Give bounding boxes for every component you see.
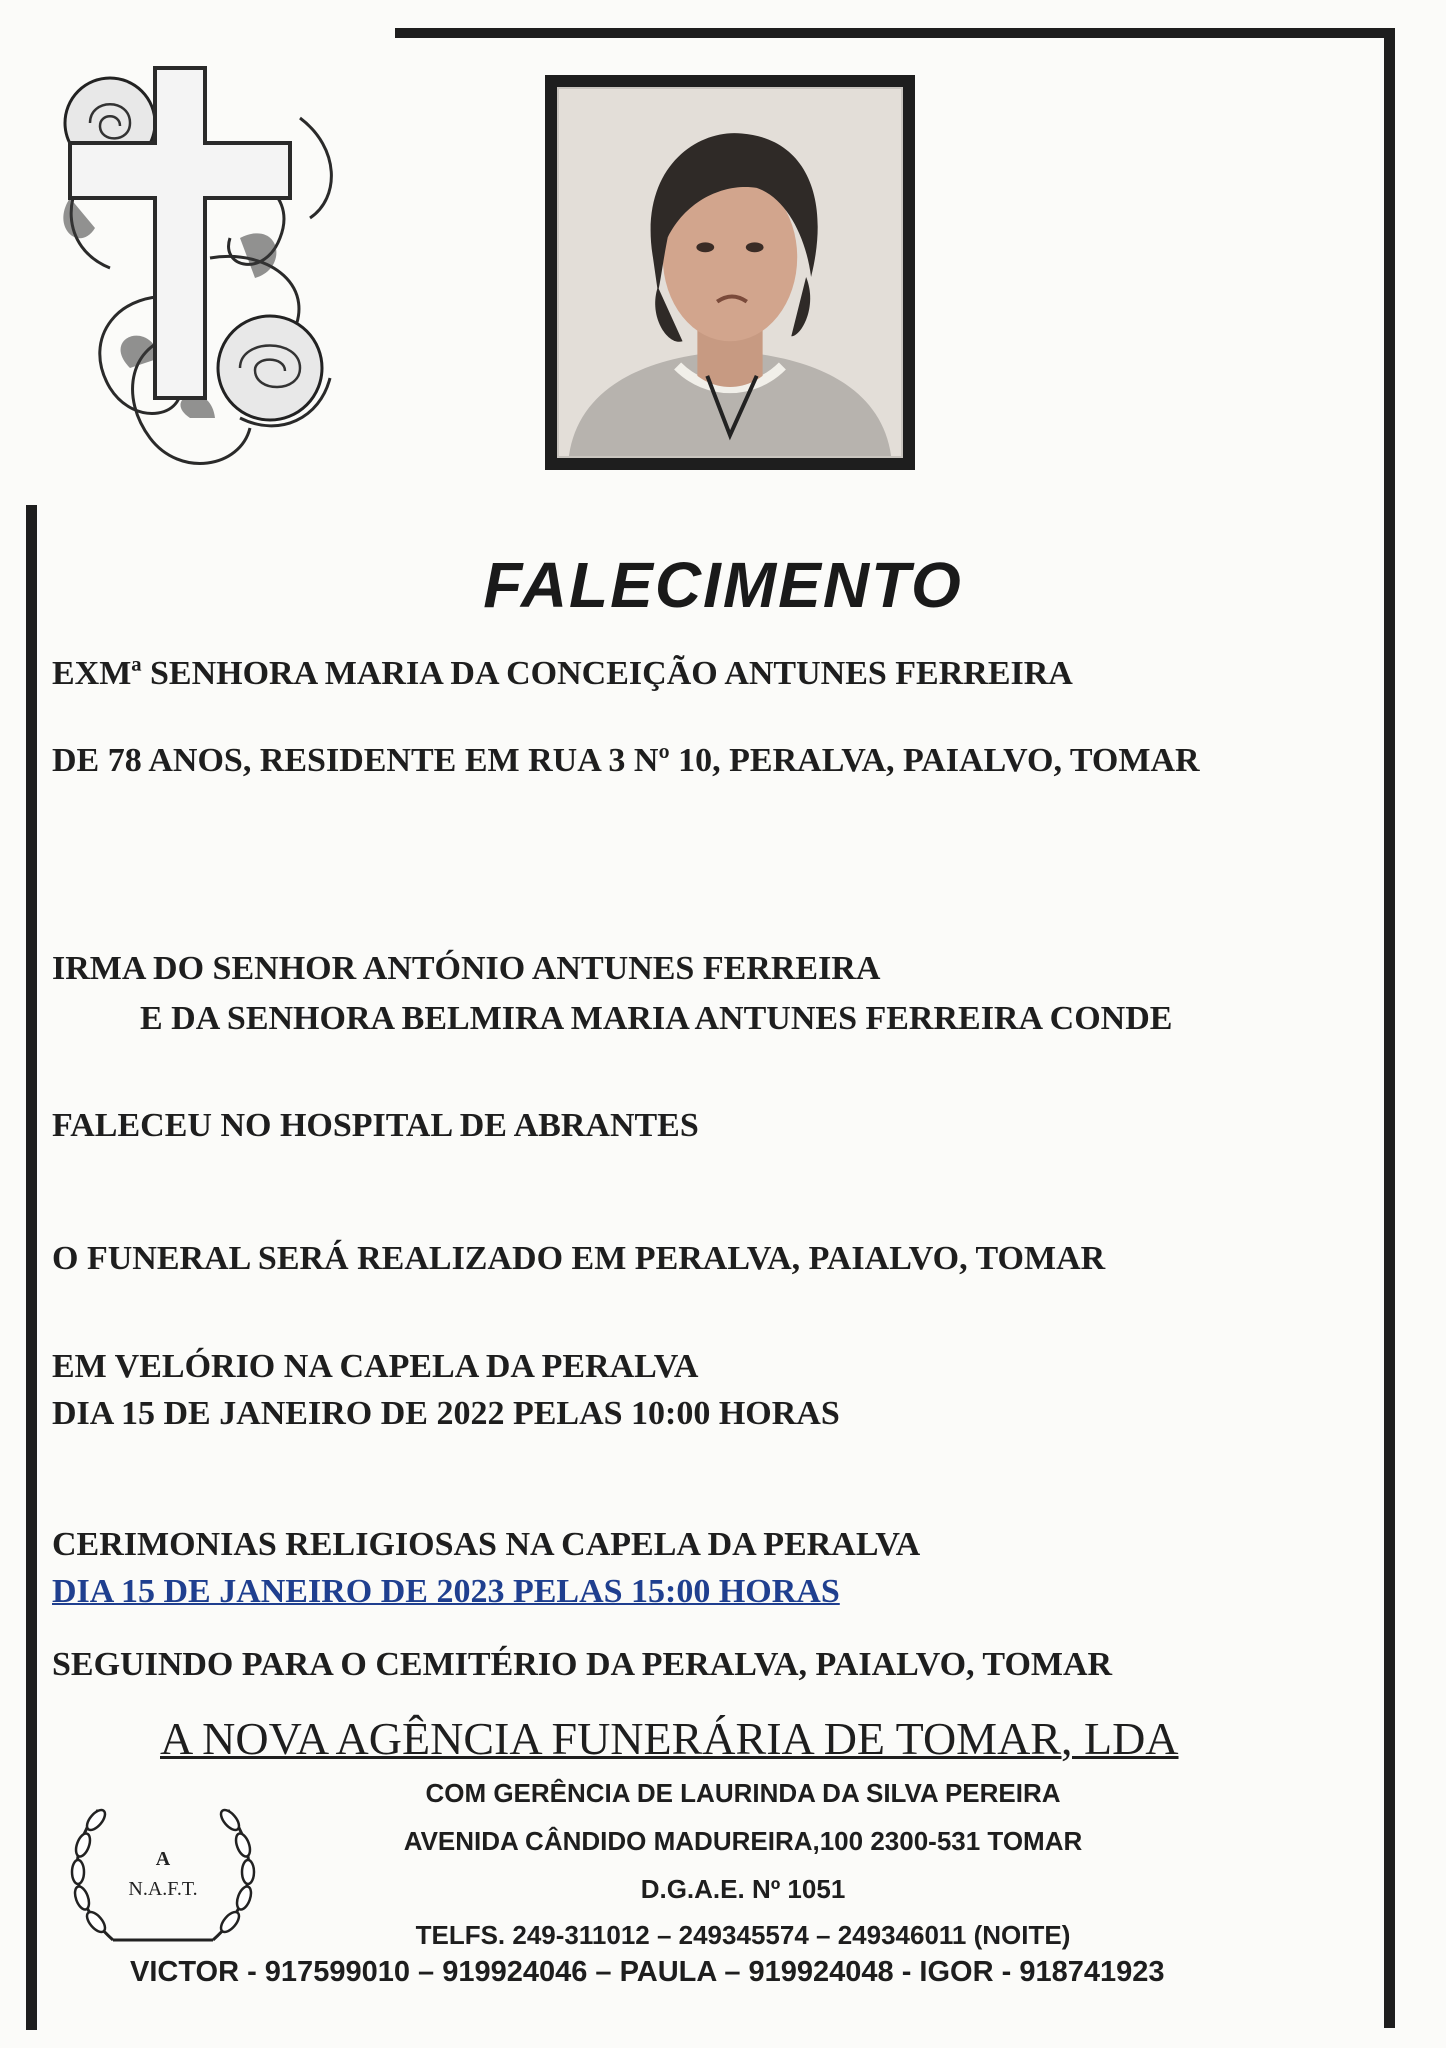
laurel-wreath-icon xyxy=(58,1790,268,1960)
logo-letter: A xyxy=(155,1848,171,1870)
wake-line-1: EM VELÓRIO NA CAPELA DA PERALVA xyxy=(52,1348,699,1385)
funeral-line: O FUNERAL SERÁ REALIZADO EM PERALVA, PAIALVO, TOMAR xyxy=(52,1240,1106,1277)
wake-line-2: DIA 15 DE JANEIRO DE 2022 PELAS 10:00 HORAS xyxy=(52,1395,840,1432)
portrait-photo xyxy=(557,87,903,458)
agency-address: AVENIDA CÂNDIDO MADUREIRA,100 2300-531 TOMAR xyxy=(403,1826,1083,1856)
family-line-2: E DA SENHORA BELMIRA MARIA ANTUNES FERREIRA CONDE xyxy=(140,1000,1173,1037)
page-title: FALECIMENTO xyxy=(483,549,963,621)
agency-name: A NOVA AGÊNCIA FUNERÁRIA DE TOMAR, LDA xyxy=(160,1713,1179,1764)
burial-line: SEGUINDO PARA O CEMITÉRIO DA PERALVA, PAIALVO, TOMAR xyxy=(52,1646,1113,1683)
agency-contacts: VICTOR - 917599010 – 919924046 – PAULA – 919924048 - IGOR - 918741923 xyxy=(130,1956,1165,1988)
family-line-1: IRMA DO SENHOR ANTÓNIO ANTUNES FERREIRA xyxy=(52,950,881,987)
ceremony-line-2: DIA 15 DE JANEIRO DE 2023 PELAS 15:00 HORAS xyxy=(52,1573,840,1610)
frame-right-border xyxy=(1384,28,1395,2028)
death-place-line: FALECEU NO HOSPITAL DE ABRANTES xyxy=(52,1107,699,1144)
portrait-frame xyxy=(545,75,915,470)
agency-logo xyxy=(58,1790,268,1960)
agency-phones: TELFS. 249-311012 – 249345574 – 249346011 (NOITE) xyxy=(415,1920,1071,1950)
agency-license: D.G.A.E. Nº 1051 xyxy=(640,1874,846,1904)
ceremony-line-1: CERIMONIAS RELIGIOSAS NA CAPELA DA PERALVA xyxy=(52,1526,921,1563)
logo-text: N.A.F.T. xyxy=(128,1878,198,1900)
cross-ornament-icon xyxy=(40,38,360,493)
agency-management: COM GERÊNCIA DE LAURINDA DA SILVA PEREIRA xyxy=(425,1778,1061,1808)
frame-top-border xyxy=(395,28,1395,38)
deceased-name-line: EXMª SENHORA MARIA DA CONCEIÇÃO ANTUNES FERREIRA xyxy=(52,655,1073,692)
deceased-details-line: DE 78 ANOS, RESIDENTE EM RUA 3 Nº 10, PERALVA, PAIALVO, TOMAR xyxy=(52,742,1200,779)
